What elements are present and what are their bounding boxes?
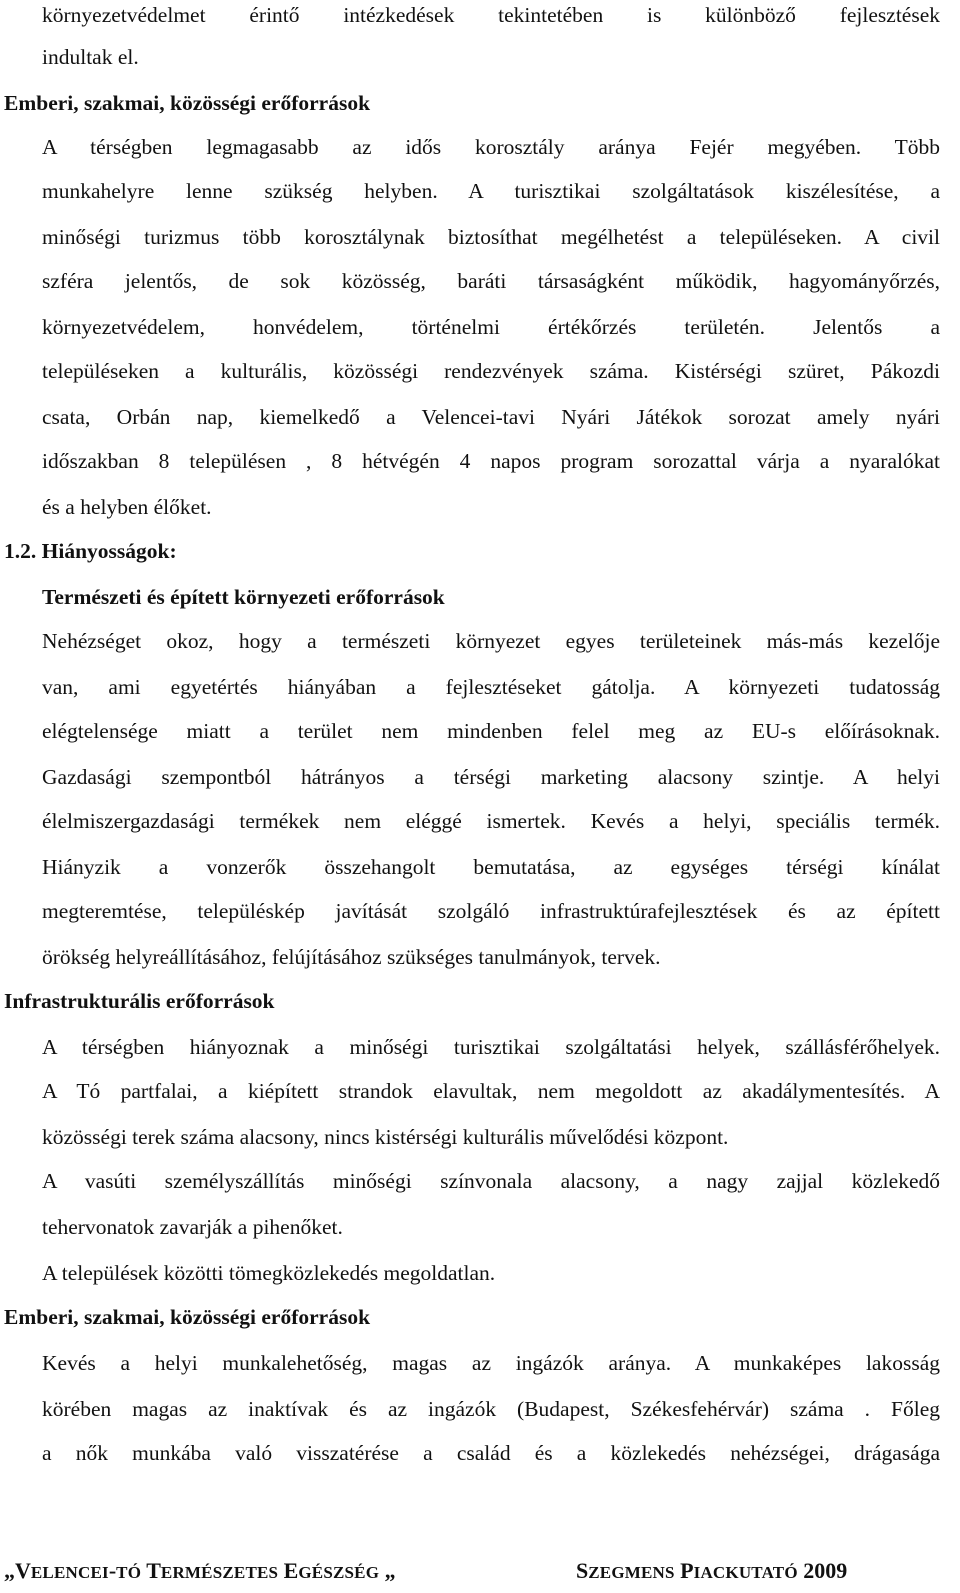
- paragraph-line: A térségben legmagasabb az idős korosztály aránya Fejér megyében. Több: [42, 135, 940, 159]
- paragraph-line: van, ami egyetértés hiányában a fejlesztéseket gátolja. A környezeti tudatosság: [42, 675, 940, 699]
- section-heading: Emberi, szakmai, közösségi erőforrások: [4, 1305, 371, 1329]
- paragraph-line: minőségi turizmus több korosztálynak biztosíthat megélhetést a településeken. A civil: [42, 225, 940, 249]
- paragraph-line: szféra jelentős, de sok közösség, baráti társaságként működik, hagyományőrzés,: [42, 269, 940, 293]
- footer-left-title: „VELENCEI-TÓ TERMÉSZETES EGÉSZSÉG „: [4, 1558, 396, 1583]
- paragraph-line: és a helyben élőket.: [42, 495, 212, 519]
- paragraph-line: megteremtése, településkép javítását szolgáló infrastruktúrafejlesztések és az épített: [42, 899, 940, 923]
- paragraph-line: Hiányzik a vonzerők összehangolt bemutatása, az egységes térségi kínálat: [42, 855, 940, 879]
- paragraph-line: munkahelyre lenne szükség helyben. A turisztikai szolgáltatások kiszélesítése, a: [42, 179, 940, 203]
- paragraph-line: csata, Orbán nap, kiemelkedő a Velencei-tavi Nyári Játékok sorozat amely nyári: [42, 405, 940, 429]
- paragraph-line: környezetvédelem, honvédelem, történelmi értékőrzés területén. Jelentős a: [42, 315, 940, 339]
- paragraph-line: közösségi terek száma alacsony, nincs kistérségi kulturális művelődési központ.: [42, 1125, 729, 1149]
- paragraph-line: örökség helyreállításához, felújításához szükséges tanulmányok, tervek.: [42, 945, 661, 969]
- paragraph-line: Kevés a helyi munkalehetőség, magas az ingázók aránya. A munkaképes lakosság: [42, 1351, 940, 1375]
- paragraph-line: A térségben hiányoznak a minőségi turisztikai szolgáltatási helyek, szállásférőhelyek.: [42, 1035, 940, 1059]
- paragraph-line: A vasúti személyszállítás minőségi színvonala alacsony, a nagy zajjal közlekedő: [42, 1169, 940, 1193]
- section-heading: Emberi, szakmai, közösségi erőforrások: [4, 91, 371, 115]
- section-heading: Infrastrukturális erőforrások: [4, 989, 275, 1013]
- paragraph-line: időszakban 8 településen , 8 hétvégén 4 napos program sorozattal várja a nyaralókat: [42, 449, 940, 473]
- footer-right-title: SZEGMENS PIACKUTATÓ 2009: [576, 1558, 848, 1583]
- paragraph-line: Nehézséget okoz, hogy a természeti környezet egyes területeinek más-más kezelője: [42, 629, 940, 653]
- section-number-heading: 1.2. Hiányosságok:: [4, 539, 177, 563]
- subsection-heading: Természeti és épített környezeti erőforrások: [42, 585, 445, 609]
- paragraph-line: A Tó partfalai, a kiépített strandok elavultak, nem megoldott az akadálymentesítés. A: [42, 1079, 940, 1103]
- paragraph-line: A települések közötti tömegközlekedés megoldatlan.: [42, 1261, 496, 1285]
- paragraph-line: körében magas az inaktívak és az ingázók (Budapest, Székesfehérvár) száma . Főleg: [42, 1397, 940, 1421]
- paragraph-line: tehervonatok zavarják a pihenőket.: [42, 1215, 343, 1239]
- paragraph-line: településeken a kulturális, közösségi rendezvények száma. Kistérségi szüret, Pákozdi: [42, 359, 940, 383]
- paragraph-line: Gazdasági szempontból hátrányos a térségi marketing alacsony szintje. A helyi: [42, 765, 940, 789]
- paragraph-line: elégtelensége miatt a terület nem mindenben felel meg az EU-s előírásoknak.: [42, 719, 940, 743]
- paragraph-line: a nők munkába való visszatérése a család és a közlekedés nehézségei, drágasága: [42, 1441, 940, 1465]
- paragraph-line: indultak el.: [42, 45, 139, 69]
- paragraph-line: élelmiszergazdasági termékek nem eléggé ismertek. Kevés a helyi, speciális termék.: [42, 809, 940, 833]
- paragraph-line: környezetvédelmet érintő intézkedések tekintetében is különböző fejlesztések: [42, 3, 940, 27]
